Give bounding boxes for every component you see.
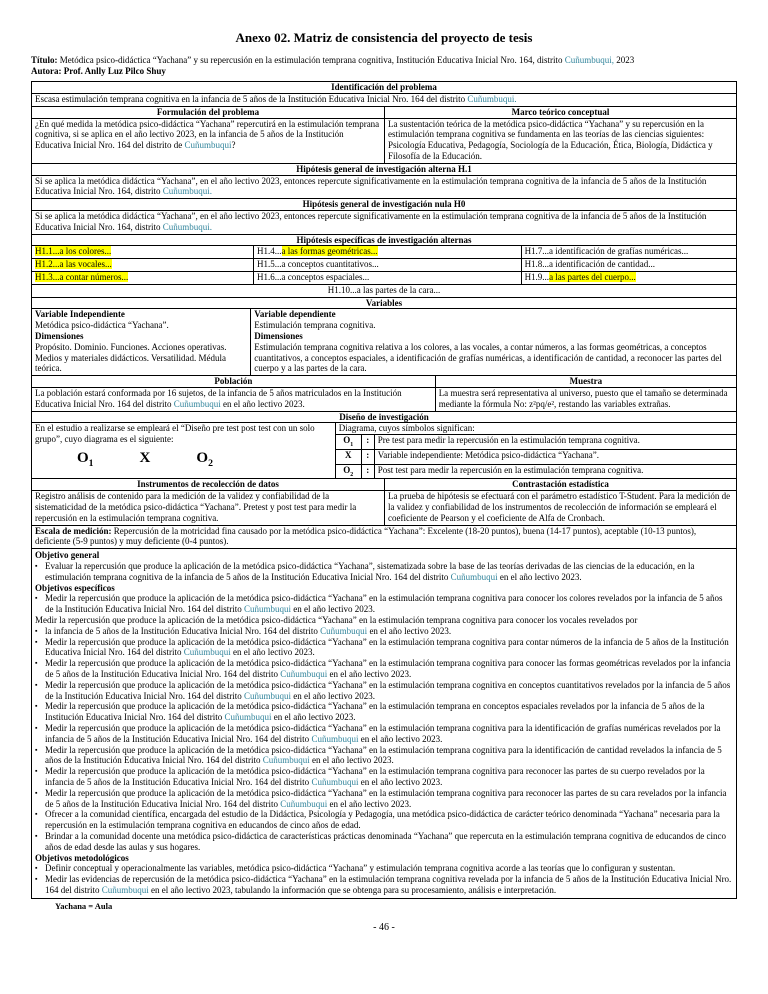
header-hipotesis-nula: Hipótesis general de investigación nula H0 <box>32 199 736 211</box>
diagram-text: Variable independiente: Metódica psico-didáctica “Yachana”. <box>377 449 599 460</box>
diagram-o1: $O_1$ <box>77 449 94 469</box>
header-muestra: Muestra <box>435 376 736 387</box>
bullet-item: ▪ Medir la repercusión que produce la aplicación de la metódica psico-didáctica “Yachana” en la estimulación temprana cognitiva para conocer las formas geométricas revelados por la infancia de 5 años de la Institución Educativa Inicial Nro. 164 del distrito Cuñumbuqui en el año lectivo 2023. <box>35 658 731 680</box>
row-poblacion-muestra-headers <box>32 376 736 388</box>
document-meta <box>31 55 737 78</box>
hipotesis-h12: H1.2...a las vocales... <box>35 259 112 270</box>
header-hipotesis-alterna: Hipótesis general de investigación alterna H.1 <box>32 164 736 176</box>
bullet-item: ▪ Brindar a la comunidad docente una metódica psico-didáctica de características prácticas denominada “Yachana” que repercuta en la estimulación temprana cognitiva de educandos de cinco años de edad desde las aulas y sus hogares. <box>35 830 727 852</box>
bullet-icon: ▪ <box>35 680 38 689</box>
hipotesis-h16: H1.6...a conceptos espaciales... <box>253 272 521 284</box>
heading-objetivos-especificos: Objetivos específicos <box>35 582 115 593</box>
hipotesis-h18: H1.8...a identificación de cantidad... <box>521 259 736 271</box>
diseno-right-cell <box>335 423 736 478</box>
row-formulacion-marco-headers <box>32 107 736 119</box>
diagram-o2: $O_2$ <box>196 449 213 469</box>
bullet-item: ▪ Medir las evidencias de repercusión de la metódica psico-didáctica “Yachana” en la estimulación temprana cognitiva revelada por la infancia de 5 años de la Institución Educativa Inicial Nro. 164 del distrito Cuñumbuqui en el año lectivo 2023, tabulando la información que se obtenga para su procesamiento, análisis e interpretación. <box>35 874 732 895</box>
formulacion-problema-text: ¿En qué medida la metódica psico-didáctica “Yachana” repercutirá en la estimulación temprana cognitiva, si se aplica en el año lectivo 2023, en la infancia de 5 años de la Institución Educativa Inicial Nro. 164 del distrito de Cuñumbuqui? <box>35 118 380 151</box>
diagram-text: Post test para medir la repercusión en la estimulación temprana cognitiva. <box>377 464 644 475</box>
bullet-icon: ▪ <box>35 659 38 668</box>
bullet-item: ▪ Medir la repercusión que produce la aplicación de la metódica psico-didáctica “Yachana” en la estimulación temprana en conceptos espaciales revelados por la infancia de 5 años de la Institución Educativa Inicial Nro. 164 del distrito Cuñumbuqui en el año lectivo 2023. <box>35 701 705 723</box>
titulo-label: Título: <box>31 54 58 65</box>
diagram-colon: : <box>362 450 375 464</box>
bullet-icon: ▪ <box>35 724 38 733</box>
bullet-icon: ▪ <box>35 562 38 571</box>
hipotesis-h17: H1.7...a identificación de grafías numéricas... <box>521 246 736 258</box>
bullet-icon: ▪ <box>35 626 38 635</box>
diagram-symbol: X <box>336 450 362 464</box>
row-instrumentos-contrastacion-body <box>32 491 736 525</box>
autora-value: Prof. Anlly Luz Pilco Shuy <box>63 66 166 77</box>
design-diagram <box>35 445 332 472</box>
bullet-item: ▪ Evaluar la repercusión que produce la aplicación de la metódica psico-didáctica “Yachana”, sistematizada sobre la base de las teorías derivadas de las ciencias de la educación, en la estimulación temprana cognitiva de la infancia de 5 años de la Institución Educativa Inicial Nro. 164 del distrito Cuñumbuqui en el año lectivo 2023. <box>35 561 695 582</box>
bullet-item: ▪ Definir conceptual y operacionalmente las variables, metódica psico-didáctica “Yachana” y estimulación temprana cognitiva acorde a las teorías que lo configuran y sustentan. <box>35 863 676 874</box>
heading-objetivo-general: Objetivo general <box>35 550 100 561</box>
poblacion-text: La población estará conformada por 16 sujetos, de la infancia de 5 años matriculados en la Institución Educativa Inicial Nro. 164 del distrito Cuñumbuqui en el año lectivo 2023. <box>35 387 402 409</box>
row-diseno <box>32 423 736 479</box>
header-instrumentos: Instrumentos de recolección de datos <box>137 479 279 490</box>
objetivos-especificos-list <box>35 593 733 852</box>
bullet-icon: ▪ <box>35 831 38 840</box>
bullet-icon: ▪ <box>35 788 38 797</box>
identificacion-problema-text: Escasa estimulación temprana cognitiva en la infancia de 5 años de la Institución Educativa Inicial Nro. 164 del distrito Cuñumbuqui. <box>32 94 736 107</box>
bullet-icon: ▪ <box>35 637 38 646</box>
variable-dependiente-text: Estimulación temprana cognitiva. <box>254 320 376 331</box>
hipotesis-h11: H1.1...a los colores... <box>35 246 112 257</box>
header-diseno: Diseño de investigación <box>32 412 736 424</box>
bullet-item: ▪ Medir la repercusión que produce la aplicación de la metódica psico-didáctica “Yachana” en la estimulación temprana cognitiva para contar números de la infancia de 5 años de la Institución Educativa Inicial Nro. 164 del distrito Cuñumbuqui en el año lectivo 2023. <box>35 636 729 658</box>
bullet-item: ▪ Medir la repercusión que produce la aplicación de la metódica psico-didáctica “Yachana” en la estimulación temprana cognitiva para reconocer las partes de su cuerpo revelados por la infancia de 5 años de la Institución Educativa Inicial Nro. 164 del distrito Cuñumbuqui en el año lectivo 2023. <box>35 766 705 787</box>
header-formulacion-problema: Formulación del problema <box>156 106 260 117</box>
hipotesis-especificas-row-2 <box>32 259 736 272</box>
variable-dependiente-title: Variable dependiente <box>254 309 336 320</box>
variable-independiente-cell <box>32 309 250 375</box>
bullet-item: ▪ Medir la repercusión que produce la aplicación de la metódica psico-didáctica “Yachana” en la estimulación temprana cognitiva para la identificación de cantidad revelados la infancia de 5 años de la Institución Educativa Inicial Nro. 164 del distrito Cuñumbuqui en el año lectivo 2023. <box>35 744 722 766</box>
bullet-item: ▪ Medir la repercusión que produce la aplicación de la metódica psico-didáctica “Yachana” en la estimulación temprana cognitiva en conceptos cuantitativos revelados por la infancia de 5 años de la Institución Educativa Inicial Nro. 164 del distrito Cuñumbuqui en el año lectivo 2023. <box>35 679 731 701</box>
titulo-text: Metódica psico-didáctica “Yachana” y su repercusión en la estimulación temprana cognitiva, Institución Educativa Inicial Nro. 164, distrito Cuñumbuqui, 2023 <box>59 54 635 65</box>
muestra-text: La muestra será representativa al universo, puesto que el tamaño se determinada mediante la fórmula No: z²pq/e², restando las variables extrañas. <box>435 388 736 411</box>
marco-teorico-text: La sustentación teórica de la metódica psico-didáctica “Yachana” y su repercusión en la estimulación temprana cognitiva se fundamenta en las teorías de las ciencias siguientes: Psicología Educativa, Pedagogía, Sociología de la Educación, Ética, Biología, Didáctica y Filosofía de la Educación. <box>384 119 736 163</box>
diagram-colon: : <box>362 465 375 479</box>
objetivos-metodologicos-list <box>35 863 733 895</box>
header-marco-teorico: Marco teórico conceptual <box>384 107 736 118</box>
escala-medicion-text: Escala de medición: Repercusión de la motricidad fina causado por la metódica psico-didáctica “Yachana”: Excelente (18-20 puntos), buena (14-17 puntos), aceptable (10-13 puntos), deficiente (5-9 puntos) y muy deficiente (0-4 puntos). <box>32 526 736 550</box>
diagram-symbol: $O_2$ <box>336 465 362 479</box>
hipotesis-h15: H1.5...a conceptos cuantitativos... <box>253 259 521 271</box>
bullet-icon: ▪ <box>35 875 38 884</box>
diagram-intro: Diagrama, cuyos símbolos significan: <box>336 423 736 435</box>
variable-independiente-dim-label: Dimensiones <box>35 330 84 341</box>
bullet-icon: ▪ <box>35 745 38 754</box>
page-number: - 46 - <box>373 921 395 933</box>
variable-independiente-text: Metódica psico-didáctica “Yachana”. <box>35 320 169 331</box>
hipotesis-alterna-text: Si se aplica la metódica didáctica “Yachana”, en el año lectivo 2023, entonces repercute significativamente en la estimulación temprana cognitiva de la infancia de 5 años de la Institución Educativa Inicial Nro. 164, distrito Cuñumbuqui. <box>32 176 736 200</box>
variable-dependiente-cell <box>250 309 736 375</box>
header-hipotesis-especificas: Hipótesis específicas de investigación alternas <box>32 235 736 247</box>
bullet-icon: ▪ <box>35 810 38 819</box>
variable-independiente-title: Variable Independiente <box>35 309 125 320</box>
heading-objetivos-metodologicos: Objetivos metodológicos <box>35 852 129 863</box>
row-poblacion-muestra-body <box>32 388 736 412</box>
variable-dependiente-dim-text: Estimulación temprana cognitiva relativa a los colores, a las vocales, a contar números, a las formas geométricas, a conceptos cuantitativos, a conceptos espaciales, a identificación de grafías numéricas, a identificación de cantidad, a reconocer las partes del cuerpo y a las partes de la cara. <box>254 341 722 374</box>
header-variables: Variables <box>32 298 736 310</box>
header-poblacion: Población <box>214 376 253 387</box>
header-identificacion-problema: Identificación del problema <box>32 82 736 94</box>
hipotesis-h13: H1.3...a contar números... <box>35 271 129 282</box>
row-instrumentos-contrastacion-headers <box>32 479 736 491</box>
row-variables <box>32 309 736 376</box>
variable-dependiente-dim-label: Dimensiones <box>254 330 303 341</box>
hipotesis-especificas-row-3 <box>32 272 736 285</box>
hipotesis-h19: H1.9...a las partes del cuerpo... <box>521 272 736 284</box>
hipotesis-nula-text: Si se aplica la metódica didáctica “Yachana”, en el año lectivo 2023, entonces repercute significativamente en la estimulación temprana cognitiva de la infancia de 5 años de la Institución Educativa Inicial Nro. 164, distrito Cuñumbuqui. <box>32 211 736 235</box>
bullet-item: ▪ Medir la repercusión que produce la aplicación de la metódica psico-didáctica “Yachana” en la estimulación temprana cognitiva para la identificación de grafías numéricas revelados por la infancia de 5 años de la Institución Educativa Inicial Nro. 164 del distrito Cuñumbuqui en el año lectivo 2023. <box>35 723 721 744</box>
bullet-item: ▪ Ofrecer a la comunidad científica, encargada del estudio de la Didáctica, Psicología y Pedagogía, una metódica psico-didáctica de carácter teórico denominada “Yachana” necesaria para la repercusión en la estimulación temprana cognitiva en educandos de cinco años de edad. <box>35 809 720 831</box>
diseno-left-cell <box>32 423 335 478</box>
bullet-icon: ▪ <box>35 594 38 603</box>
bullet-item: ▪ Medir la repercusión que produce la aplicación de la metódica psico-didáctica “Yachana” en la estimulación temprana cognitiva para reconocer las partes de su cara revelados por la infancia de 5 años de la Institución Educativa Inicial Nro. 164 del distrito Cuñumbuqui en el año lectivo 2023. <box>35 787 727 809</box>
autora-label: Autora: <box>31 66 62 77</box>
autora-line <box>31 66 737 77</box>
bullet-item: ▪ la infancia de 5 años de la Institución Educativa Inicial Nro. 164 del distrito Cuñumbuqui en el año lectivo 2023. <box>35 625 452 636</box>
bullet-icon: ▪ <box>35 767 38 776</box>
hipotesis-h110: H1.10...a las partes de la cara... <box>32 285 736 298</box>
objetivo-general-list <box>35 561 733 583</box>
diagram-row-posttest <box>336 464 736 479</box>
diagram-colon: : <box>362 435 375 449</box>
consistency-matrix <box>31 81 737 899</box>
bullet-icon: ▪ <box>35 702 38 711</box>
row-formulacion-marco-body <box>32 119 736 164</box>
footnote-yachana: Yachana = Aula <box>55 900 113 911</box>
diagram-symbol: $O_1$ <box>336 435 362 449</box>
hipotesis-especificas-row-1 <box>32 246 736 259</box>
objetivos-cell <box>32 549 736 898</box>
diagram-row-pretest <box>336 435 736 449</box>
bullet-icon: ▪ <box>35 864 38 873</box>
contrastacion-text: La prueba de hipótesis se efectuará con el parámetro estadístico T-Student. Para la medición de la validez y confiabilidad de los instrumentos de recolección de información se empleará el coeficiente de Pearson y el coeficiente de Alfa de Cronbach. <box>384 491 736 524</box>
diagram-row-variable <box>336 449 736 464</box>
diagram-text: Pre test para medir la repercusión en la estimulación temprana cognitiva. <box>377 435 640 446</box>
hipotesis-h14: H1.4...a las formas geométricas... <box>253 246 521 258</box>
header-contrastacion: Contrastación estadística <box>384 479 736 490</box>
diseno-left-text: En el estudio a realizarse se empleará el “Diseño pre test post test con un solo grupo”, cuyo diagrama es el siguiente: <box>35 423 315 445</box>
bullet-item: Medir la repercusión que produce la aplicación de la metódica psico-didáctica “Yachana” en la estimulación temprana cognitiva para conocer los vocales revelados por <box>35 615 638 626</box>
page-title: Anexo 02. Matriz de consistencia del proyecto de tesis <box>235 30 533 45</box>
diagram-x: X <box>139 449 151 466</box>
instrumentos-text: Registro análisis de contenido para la medición de la validez y confiabilidad de la sistematicidad de la metódica psico-didáctica “Yachana”. Pretest y post test para medir la repercusión en la estimulación temprana cognitiva. <box>35 491 357 523</box>
bullet-item: ▪ Medir la repercusión que produce la aplicación de la metódica psico-didáctica “Yachana” en la estimulación temprana cognitiva para conocer los colores revelados por la infancia de 5 años de la Institución Educativa Inicial Nro. 164 del distrito Cuñumbuqui en el año lectivo 2023. <box>35 593 723 615</box>
variable-independiente-dim-text: Propósito. Dominio. Funciones. Acciones operativas. Medios y materiales didácticos. Versatilidad. Médula teórica. <box>35 341 227 374</box>
titulo-line <box>31 55 737 66</box>
